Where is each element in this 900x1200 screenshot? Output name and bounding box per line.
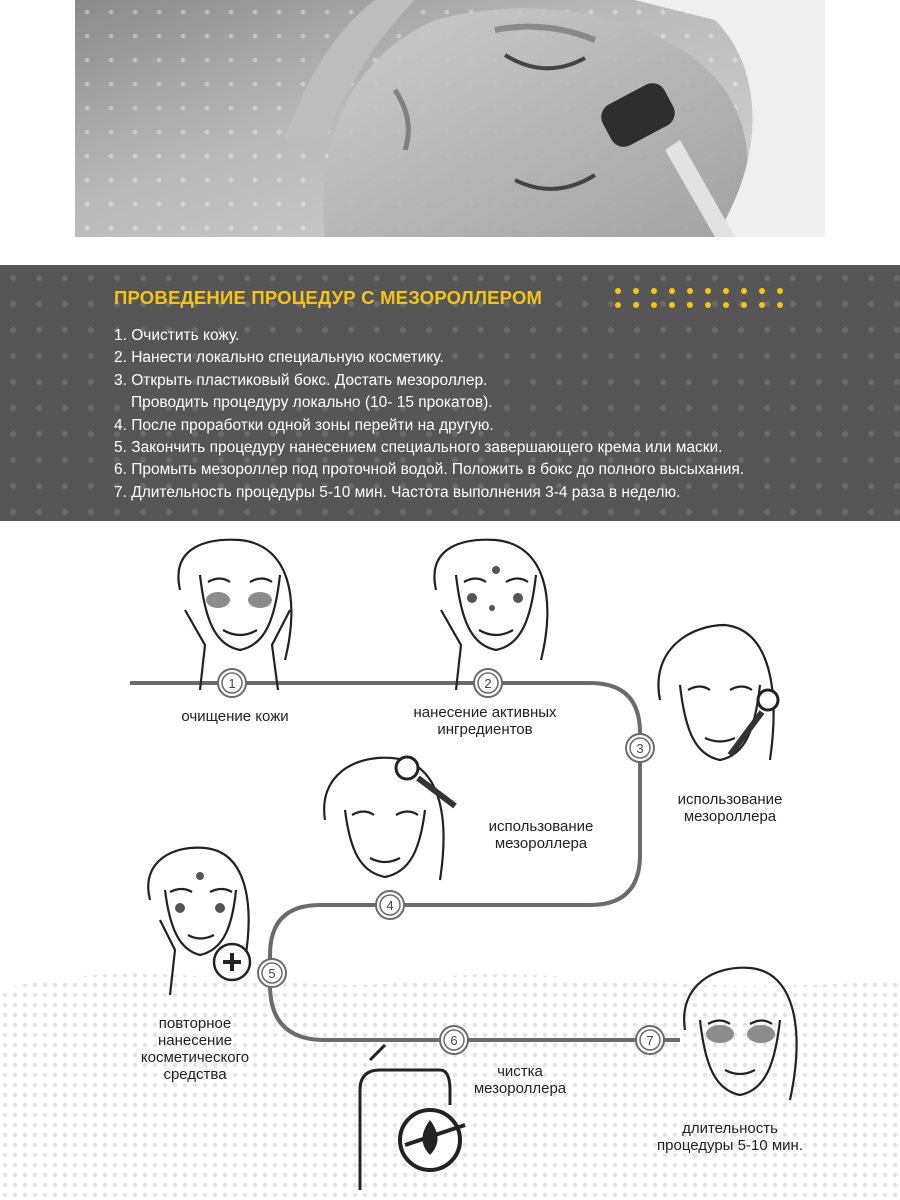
procedure-diagram [0,521,900,1200]
label-line: чистка [497,1063,543,1080]
step-label-2 [375,704,595,738]
label-line: мезороллера [683,808,777,825]
label-line: использование [677,791,783,808]
label-line: нанесение активных [413,704,557,721]
step-number: 2 [484,676,492,691]
label-line: мезороллера [473,1080,567,1097]
step-item [114,459,744,481]
step-text: 5. Закончить процедуру нанесением специального завершающего крема или маски. [114,439,723,457]
label-line: повторное [158,1015,232,1032]
step-marker-2 [474,669,502,697]
step-marker-5 [258,959,286,987]
hero-photo-illustration [75,0,825,237]
face-cleansing-icon [178,540,291,690]
step-number: 5 [268,966,276,981]
panel-title: ПРОВЕДЕНИЕ ПРОЦЕДУР С МЕЗОРОЛЛЕРОМ [114,287,543,308]
hero-photo [75,0,825,237]
label-line: длительность [682,1120,778,1137]
step-item [114,482,744,504]
step-label-1: очищение кожи [181,708,289,725]
step-label-3 [655,791,805,825]
step-item [114,370,744,415]
title-dots-decoration [612,285,792,311]
step-label-5 [120,1015,270,1083]
face-roller-cheek-icon [658,625,778,760]
step-item [114,437,744,459]
steps-list [114,325,744,504]
step-text: 7. Длительность процедуры 5-10 мин. Частота выполнения 3-4 раза в неделю. [114,483,681,501]
step-text: 2. Нанести локально специальную косметику. [114,349,444,367]
label-line: косметического [140,1049,250,1066]
step-item [114,415,744,437]
label-line: использование [488,818,594,835]
step-label-6 [450,1063,590,1097]
step-text: 3. Открыть пластиковый бокс. Достать мезороллер. [114,371,488,389]
label-line: нанесение [157,1032,233,1049]
step-label-4 [466,818,616,852]
step-number: 4 [386,898,394,913]
step-number: 7 [646,1033,654,1048]
face-ingredients-icon [434,540,547,690]
step-item [114,325,744,347]
label-line: ингредиентов [437,721,533,738]
step-marker-6 [440,1026,468,1054]
label-line: процедуры 5-10 мин. [657,1137,803,1154]
label-line: мезороллера [494,835,588,852]
step-continuation: Проводить процедуру локально (10- 15 прокатов). [131,394,493,412]
step-marker-1 [218,669,246,697]
step-marker-4 [376,891,404,919]
step-text: 4. После проработки одной зоны перейти на другую. [114,416,494,434]
step-number: 6 [450,1033,458,1048]
step-marker-3 [626,734,654,762]
step-number: 3 [636,741,644,756]
step-text: 6. Промыть мезороллер под проточной водой. Положить в бокс до полного высыхания. [114,461,745,479]
step-number: 1 [228,676,236,691]
step-text: 1. Очистить кожу. [114,327,240,344]
label-line: средства [163,1066,227,1083]
step-label-7 [630,1120,830,1154]
step-marker-7 [636,1026,664,1054]
face-roller-forehead-icon [324,757,455,880]
step-item [114,347,744,369]
face-reapply-icon [148,848,250,995]
